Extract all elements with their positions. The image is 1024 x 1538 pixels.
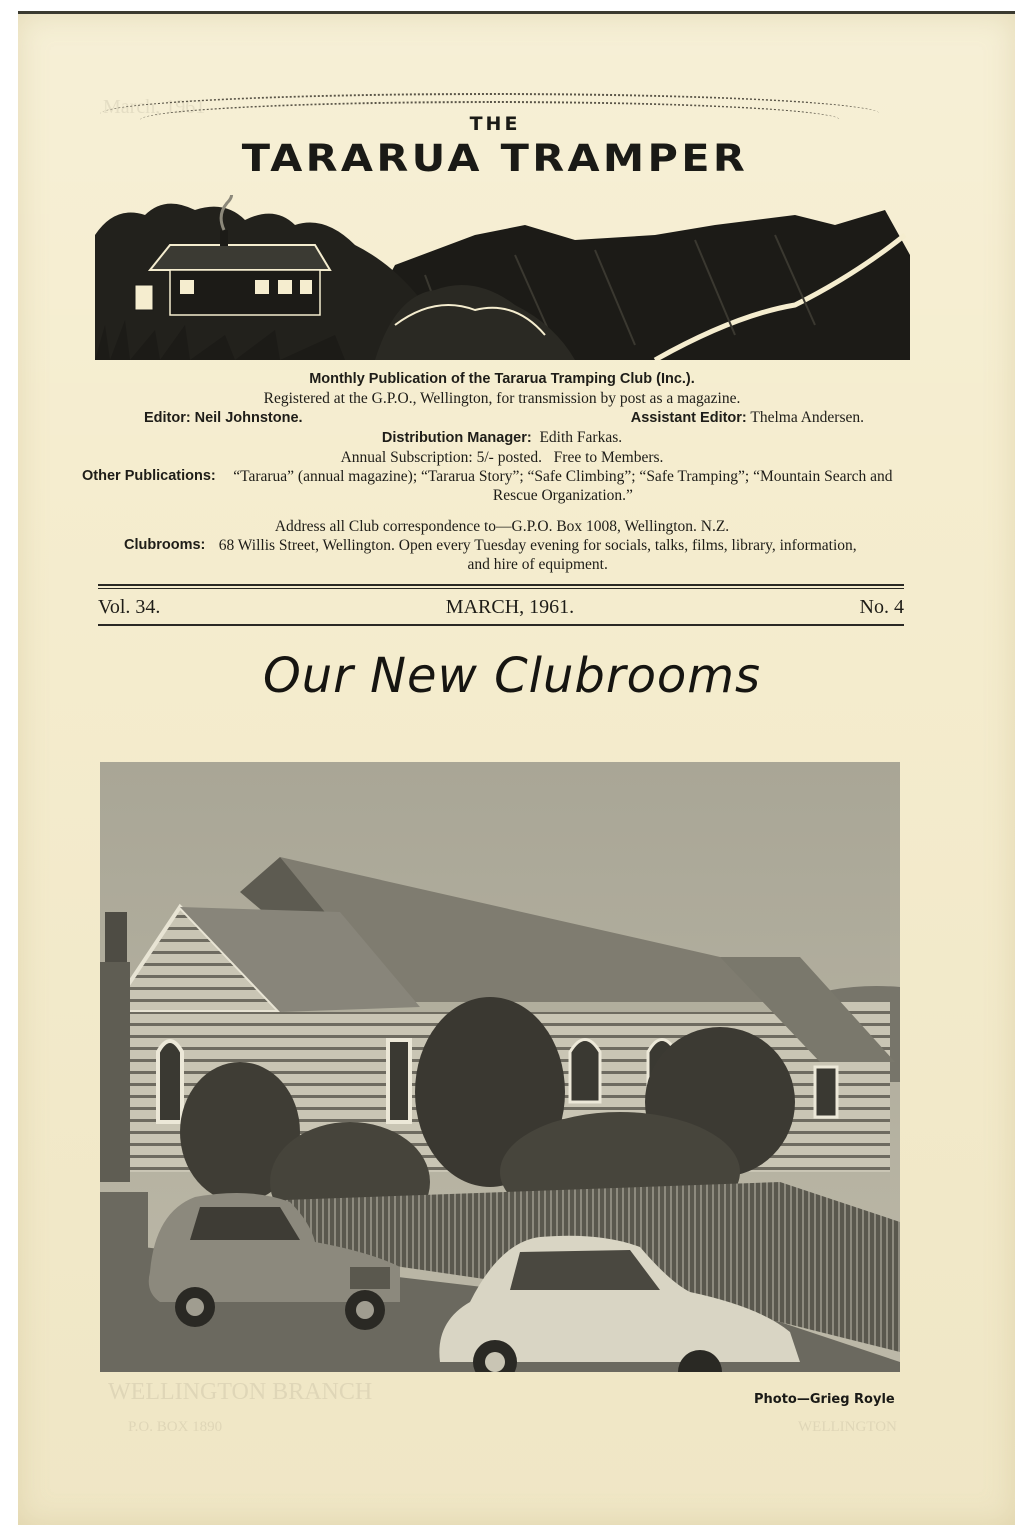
assistant-editor-name: Thelma Andersen. [750,409,864,426]
volume-number: Vol. 34. [98,596,161,618]
issue-line [98,596,904,619]
publication-tagline: Monthly Publication of the Tararua Tramping Club (Inc.). [309,371,695,387]
photo-credit: Photo—Grieg Royle [754,1392,895,1407]
landscape-hut-illustration [95,195,910,360]
top-rule [98,584,904,586]
show-through-text: P.O. BOX 1890 [128,1419,223,1435]
top-rule-thin [98,588,904,589]
other-publications-label: Other Publications: [82,468,216,484]
issue-number: No. 4 [859,596,904,618]
assistant-editor-label: Assistant Editor: [630,410,747,426]
editor [144,408,303,428]
clubrooms-text: 68 Willis Street, Wellington. Open every Tuesday evening for socials, talks, films, library, information, and hire of equipment. [218,537,857,573]
show-through-text: WELLINGTON [798,1419,897,1435]
issue-date: MARCH, 1961. [445,596,575,618]
show-through-text: March, 1961 [103,96,206,118]
correspondence-address: Address all Club correspondence to—G.P.O. Box 1008, Wellington. N.Z. [274,518,730,535]
clubrooms-photo [100,762,900,1372]
distribution-name: Edith Farkas. [539,429,623,446]
masthead-title: TARARUA TRAMPER [241,137,749,180]
editor-name: Neil Johnstone. [194,410,303,426]
show-through-text: WELLINGTON BRANCH [108,1379,373,1405]
masthead [80,85,910,365]
clubrooms-photo-image [100,762,900,1372]
other-publications-text: “Tararua” (annual magazine); “Tararua Story”; “Safe Climbing”; “Safe Tramping”; “Mountain Search and Rescue Organization.” [233,468,893,504]
distribution-manager [82,428,922,448]
subscription-note: Annual Subscription: 5/- posted. Free to Members. [340,449,664,466]
clubrooms-label: Clubrooms: [124,537,206,553]
masthead-the: THE [469,113,521,135]
distribution-label: Distribution Manager: [381,430,532,446]
bottom-rule [98,624,904,626]
editor-label: Editor: [144,410,191,426]
other-publications [82,467,922,505]
editors-row [82,408,922,428]
registration-note: Registered at the G.P.O., Wellington, for transmission by post as a magazine. [263,390,741,407]
publication-info [82,370,922,574]
assistant-editor [631,408,864,428]
clubrooms-info [82,536,922,574]
article-headline: Our New Clubrooms [262,648,762,704]
